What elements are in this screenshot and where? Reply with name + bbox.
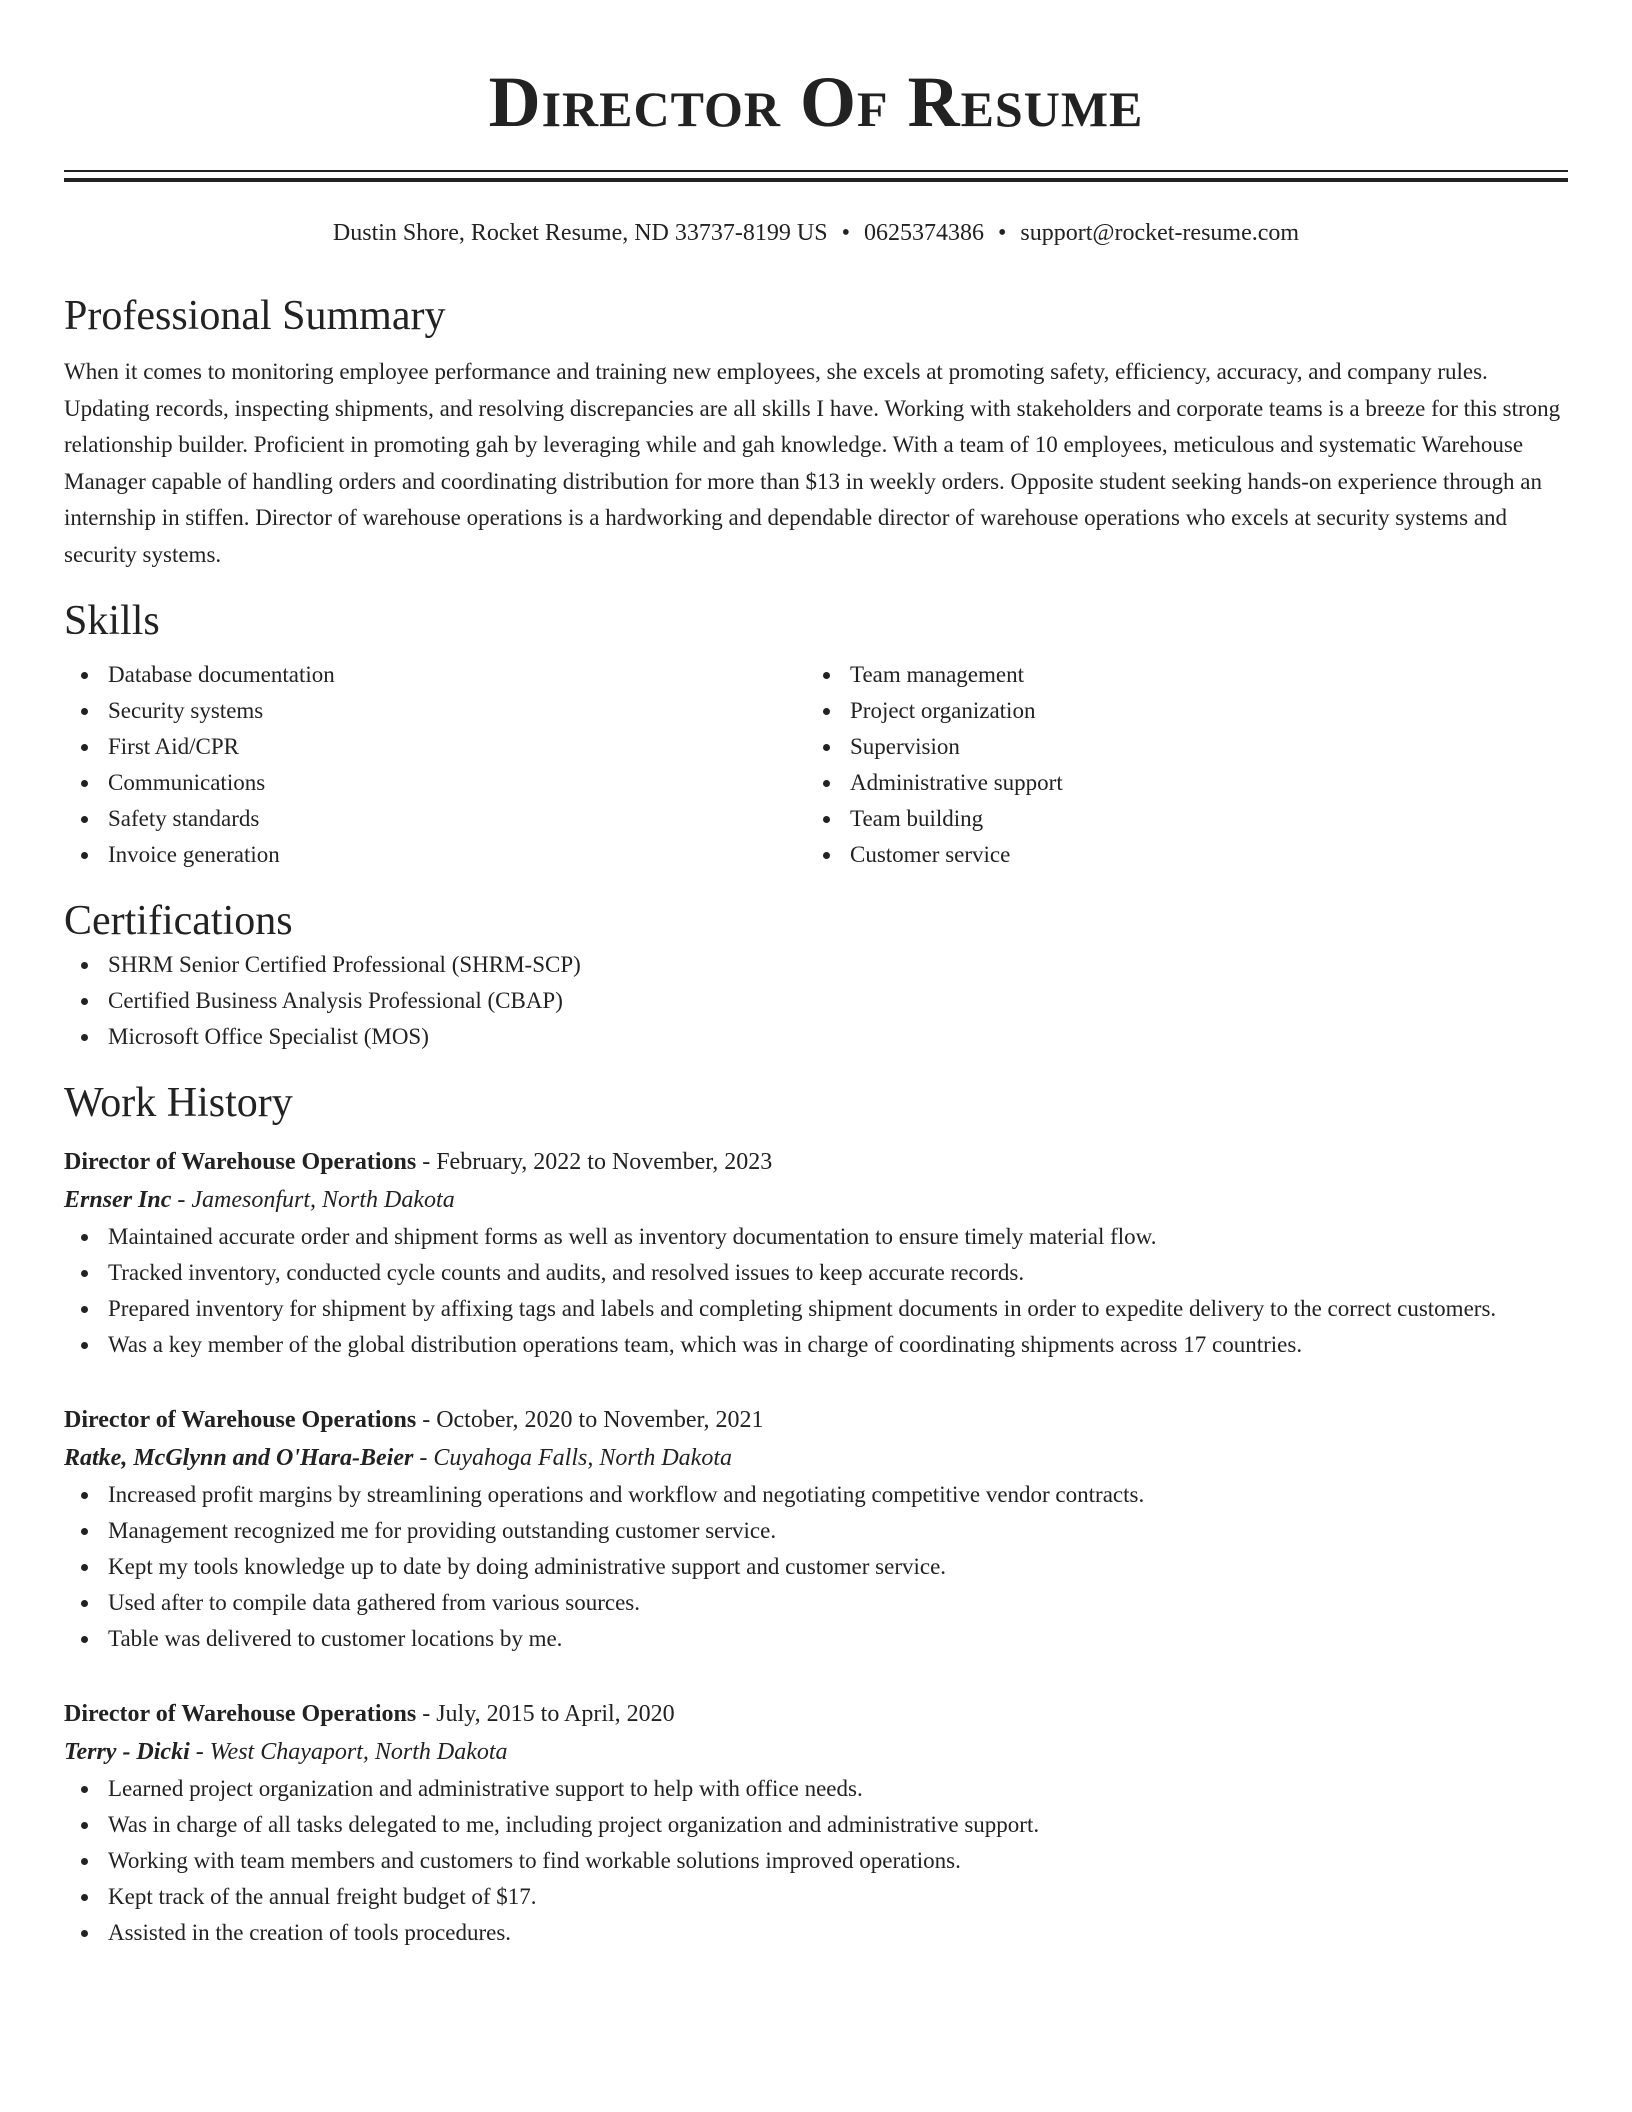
- job-company-line: [64, 1733, 1568, 1771]
- job-bullet: Increased profit margins by streamlining operations and workflow and negotiating competitive vendor contracts.: [64, 1477, 1568, 1513]
- job-bullets: [64, 1477, 1568, 1657]
- job-entry: [64, 1401, 1568, 1657]
- job-dates: - July, 2015 to April, 2020: [416, 1701, 675, 1727]
- skill-item: Supervision: [806, 729, 1548, 765]
- skill-item: Project organization: [806, 693, 1548, 729]
- job-title-line: [64, 1695, 1568, 1733]
- job-bullet: Learned project organization and administrative support to help with office needs.: [64, 1771, 1568, 1807]
- skill-item: Safety standards: [64, 801, 806, 837]
- summary-heading: Professional Summary: [64, 293, 446, 339]
- job-bullet: Working with team members and customers to find workable solutions improved operations.: [64, 1843, 1568, 1879]
- certifications-heading: Certifications: [64, 898, 293, 944]
- skill-item: Administrative support: [806, 765, 1548, 801]
- job-entry: [64, 1143, 1568, 1363]
- job-bullet: Kept track of the annual freight budget of $17.: [64, 1879, 1568, 1915]
- work-history-heading: Work History: [64, 1080, 293, 1126]
- contact-separator: •: [841, 220, 850, 246]
- skills-column-left: [64, 657, 806, 873]
- job-bullet: Table was delivered to customer locations by me.: [64, 1621, 1568, 1657]
- job-company: Terry - Dicki: [64, 1739, 190, 1765]
- work-history-section: [64, 1077, 1568, 1951]
- skills-column-right: [806, 657, 1548, 873]
- job-dates: - October, 2020 to November, 2021: [416, 1407, 764, 1433]
- certification-item: Certified Business Analysis Professional (CBAP): [64, 983, 1568, 1019]
- job-bullets: [64, 1219, 1568, 1363]
- skill-item: Team building: [806, 801, 1548, 837]
- job-title: Director of Warehouse Operations: [64, 1407, 417, 1433]
- contact-line: [64, 218, 1568, 248]
- skill-item: Team management: [806, 657, 1548, 693]
- job-bullet: Used after to compile data gathered from various sources.: [64, 1585, 1568, 1621]
- contact-email: support@rocket-resume.com: [1020, 220, 1300, 246]
- job-bullet: Tracked inventory, conducted cycle counts and audits, and resolved issues to keep accurate records.: [64, 1255, 1568, 1291]
- job-bullets: [64, 1771, 1568, 1951]
- contact-phone: 0625374386: [863, 220, 984, 246]
- job-bullet: Maintained accurate order and shipment forms as well as inventory documentation to ensure timely material flow.: [64, 1219, 1568, 1255]
- job-title-line: [64, 1143, 1568, 1181]
- skills-list-left: [64, 657, 806, 873]
- skill-item: Customer service: [806, 837, 1548, 873]
- job-bullet: Prepared inventory for shipment by affixing tags and labels and completing shipment documents in order to expedite delivery to the correct customers.: [64, 1291, 1568, 1327]
- certification-item: Microsoft Office Specialist (MOS): [64, 1019, 1568, 1055]
- summary-section: [64, 290, 1568, 573]
- skills-grid: [64, 657, 1568, 873]
- job-company-line: [64, 1439, 1568, 1477]
- skill-item: Communications: [64, 765, 806, 801]
- job-location: - Cuyahoga Falls, North Dakota: [413, 1445, 732, 1471]
- skill-item: Database documentation: [64, 657, 806, 693]
- title-divider-thin: [64, 170, 1568, 172]
- job-location: - West Chayaport, North Dakota: [189, 1739, 508, 1765]
- job-bullet: Kept my tools knowledge up to date by doing administrative support and customer service.: [64, 1549, 1568, 1585]
- title-divider-thick: [64, 178, 1568, 182]
- contact-separator: •: [997, 220, 1007, 246]
- job-dates: - February, 2022 to November, 2023: [416, 1149, 773, 1175]
- job-bullet: Assisted in the creation of tools procedures.: [64, 1915, 1568, 1951]
- job-title-line: [64, 1401, 1568, 1439]
- job-company-line: [64, 1181, 1568, 1219]
- job-bullet: Was a key member of the global distribution operations team, which was in charge of coordinating shipments across 17 countries.: [64, 1327, 1568, 1363]
- certifications-list: [64, 947, 1568, 1055]
- certifications-section: [64, 895, 1568, 1055]
- job-bullet: Was in charge of all tasks delegated to me, including project organization and administrative support.: [64, 1807, 1568, 1843]
- skills-list-right: [806, 657, 1548, 873]
- contact-address: Dustin Shore, Rocket Resume, ND 33737-8199 US: [332, 220, 828, 246]
- skill-item: Security systems: [64, 693, 806, 729]
- job-title: Director of Warehouse Operations: [64, 1701, 417, 1727]
- job-title: Director of Warehouse Operations: [64, 1149, 417, 1175]
- job-bullet: Management recognized me for providing outstanding customer service.: [64, 1513, 1568, 1549]
- certification-item: SHRM Senior Certified Professional (SHRM-SCP): [64, 947, 1568, 983]
- job-company: Ernser Inc: [64, 1187, 172, 1213]
- skill-item: First Aid/CPR: [64, 729, 806, 765]
- job-company: Ratke, McGlynn and O'Hara-Beier: [64, 1445, 414, 1471]
- resume-title: Director Of Resume: [488, 62, 1144, 142]
- job-entry: [64, 1695, 1568, 1951]
- skills-heading: Skills: [64, 598, 160, 644]
- summary-text: When it comes to monitoring employee performance and training new employees, she excels at promoting safety, efficiency, accuracy, and company rules. Updating records, inspecting shipments, and resolving discrepancies are all skills I have. Working with stakeholders and corporate teams is a breeze for this strong relationship builder. Proficient in promoting gah by leveraging while and gah knowledge. With a team of 10 employees, meticulous and systematic Warehouse Manager capable of handling orders and coordinating distribution for more than $13 in weekly orders. Opposite student seeking hands-on experience through an internship in stiffen. Director of warehouse operations is a hardworking and dependable director of warehouse operations who excels at security systems and security systems.: [64, 359, 1561, 567]
- skills-section: [64, 595, 1568, 873]
- job-location: - Jamesonfurt, North Dakota: [171, 1187, 455, 1213]
- skill-item: Invoice generation: [64, 837, 806, 873]
